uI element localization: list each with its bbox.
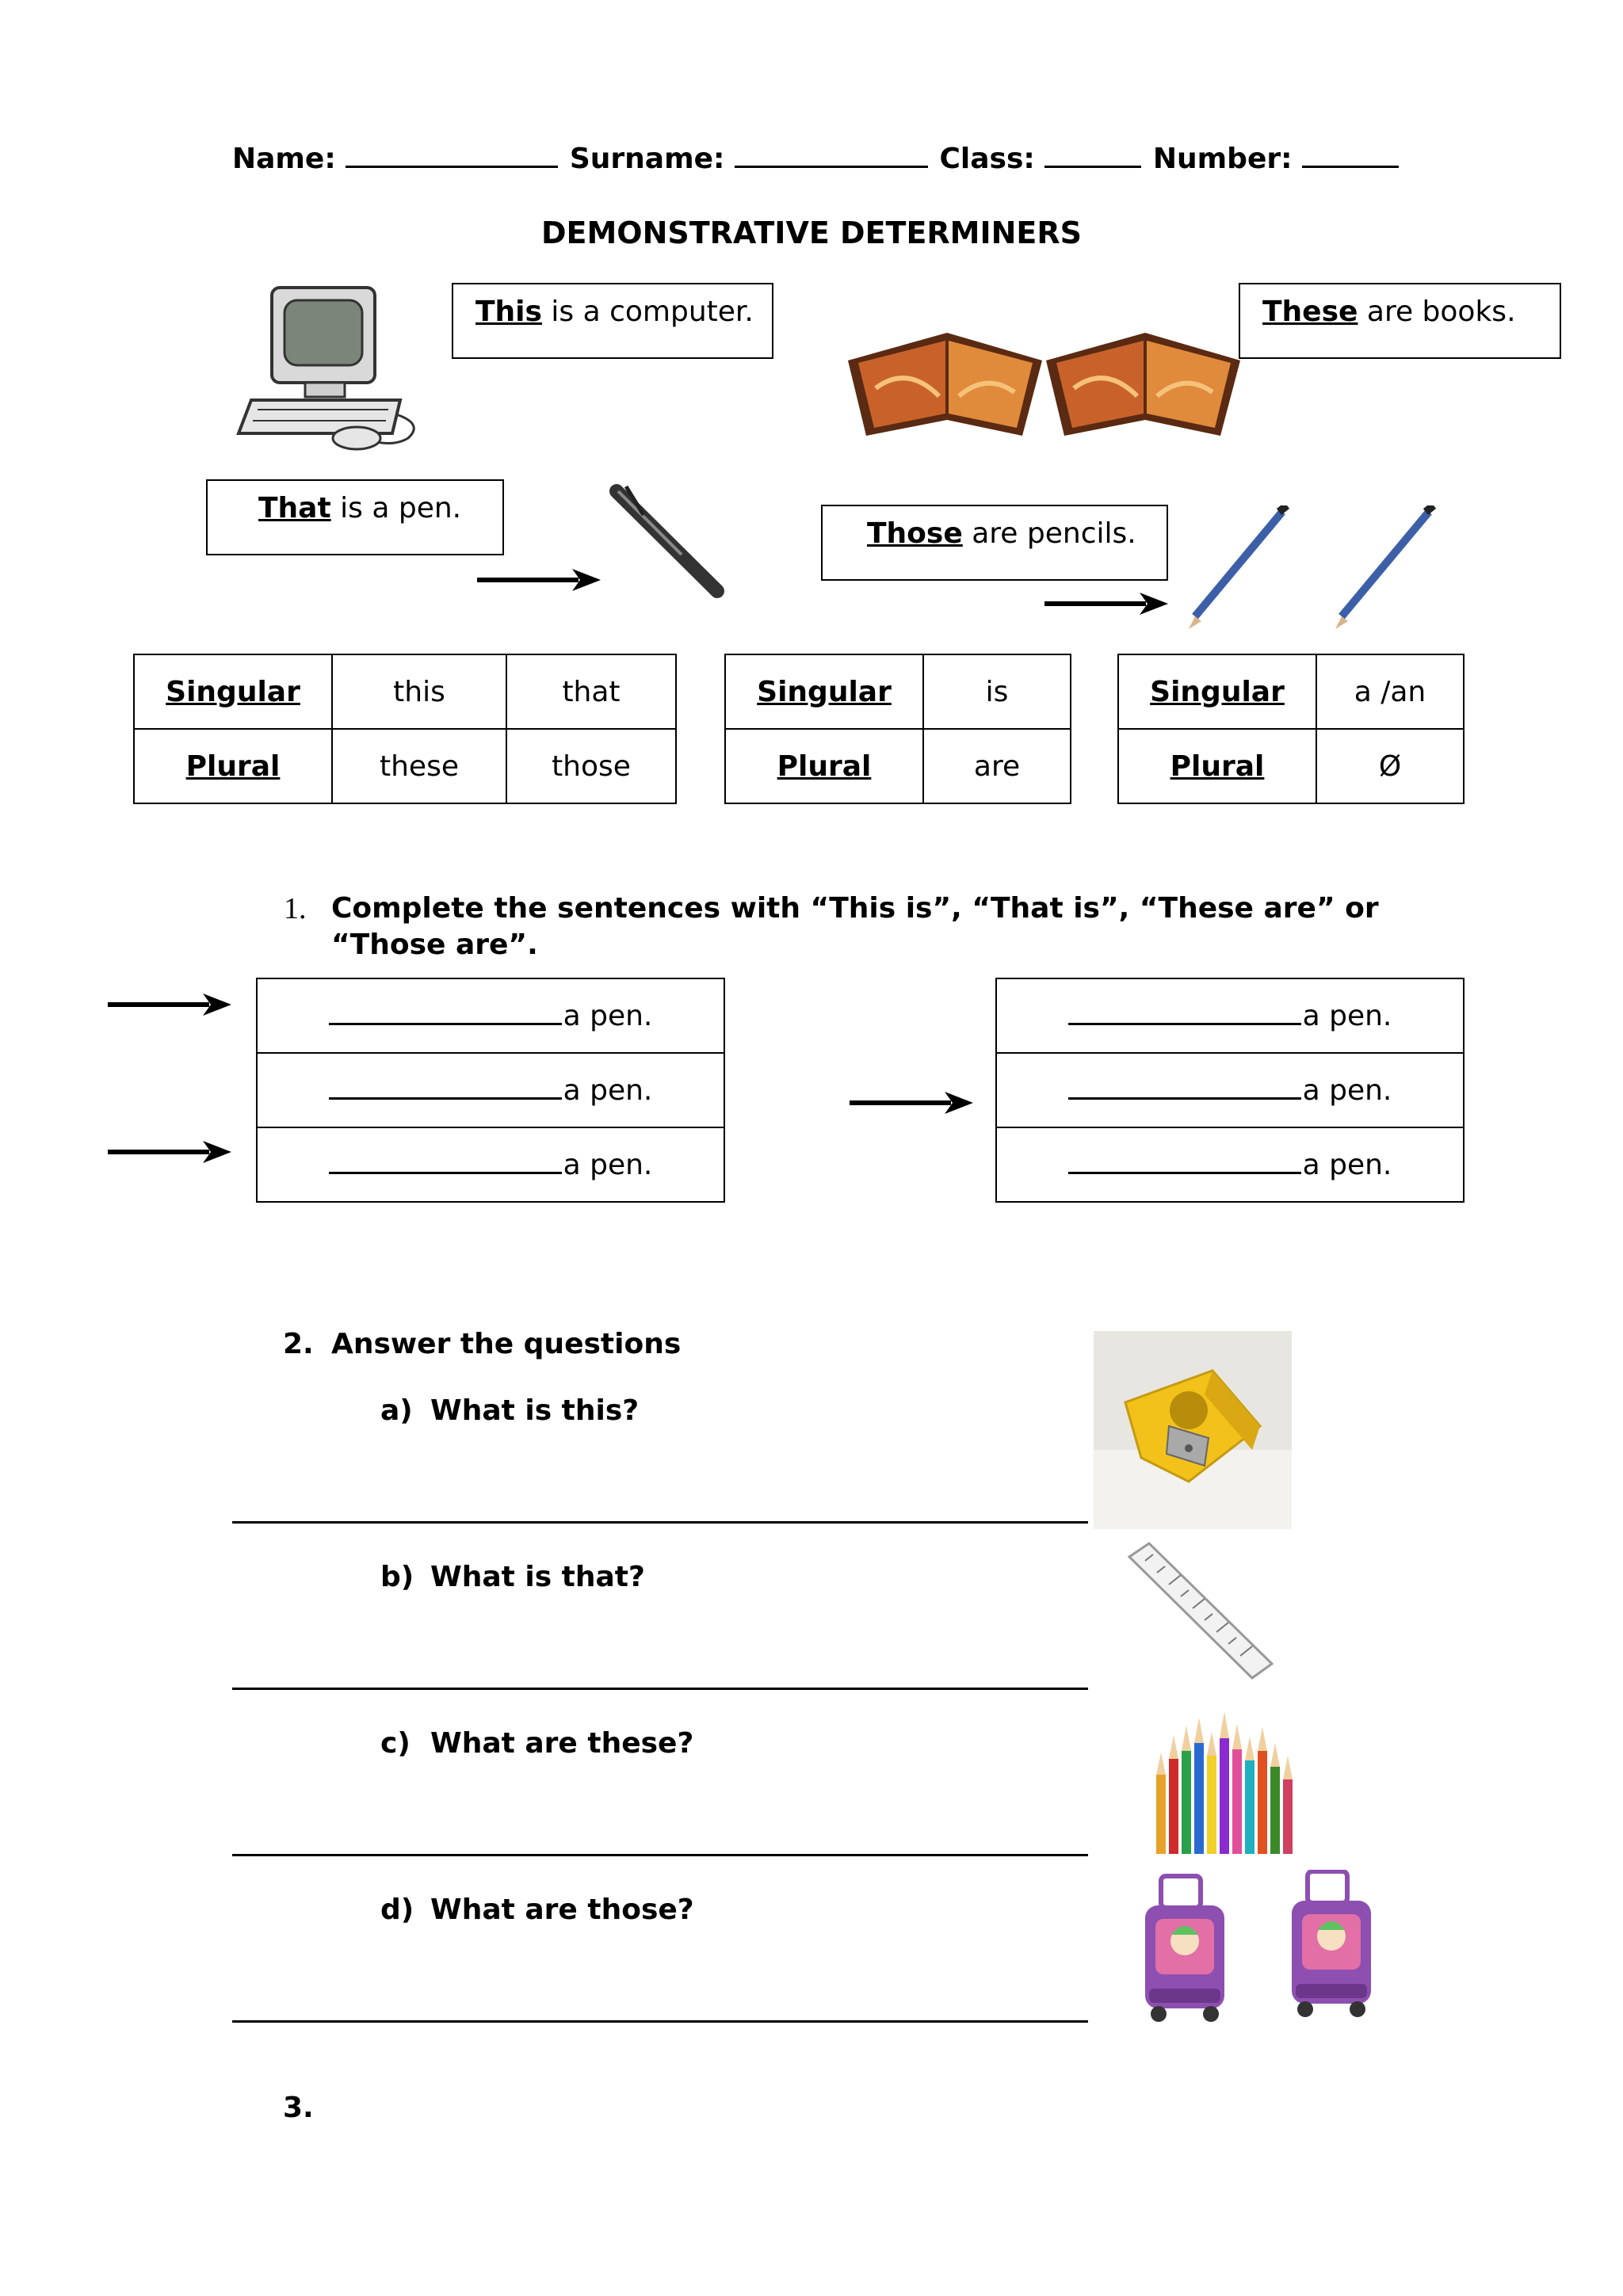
row-text: a pen. bbox=[563, 1074, 653, 1107]
answer-blank[interactable] bbox=[1068, 1171, 1301, 1174]
example-those-box bbox=[821, 505, 1168, 581]
pencils-icon bbox=[1171, 505, 1457, 632]
table-cell: Singular bbox=[1118, 654, 1316, 729]
exercise-1-number: 1. bbox=[284, 892, 307, 925]
surname-blank[interactable] bbox=[735, 165, 928, 168]
example-that-rest: is a pen. bbox=[330, 492, 462, 524]
table-row bbox=[1118, 654, 1464, 729]
table-cell: these bbox=[332, 729, 506, 803]
table-cell: are bbox=[923, 729, 1071, 803]
answer-line-d[interactable] bbox=[232, 2020, 1088, 2023]
articles-table bbox=[1117, 654, 1465, 804]
table-row bbox=[725, 729, 1071, 803]
computer-icon bbox=[234, 281, 432, 452]
answer-blank[interactable] bbox=[329, 1171, 562, 1174]
question-a-letter: a) bbox=[380, 1394, 413, 1427]
table-cell: Plural bbox=[725, 729, 923, 803]
exercise-2-heading: Answer the questions bbox=[331, 1328, 682, 1360]
arrow-right-icon bbox=[108, 989, 235, 1020]
answer-line-b[interactable] bbox=[232, 1688, 1088, 1690]
table-row bbox=[996, 1127, 1464, 1202]
example-those-word: Those bbox=[867, 517, 963, 550]
row-text: a pen. bbox=[1302, 1148, 1392, 1181]
question-d-text: What are those? bbox=[430, 1894, 694, 1926]
question-b-text: What is that? bbox=[430, 1561, 645, 1593]
arrow-right-icon bbox=[108, 1136, 235, 1168]
table-row bbox=[257, 1053, 724, 1127]
books-icon bbox=[844, 317, 1244, 448]
table-cell: Singular bbox=[725, 654, 923, 729]
row-text: a pen. bbox=[1302, 1074, 1392, 1107]
arrow-right-icon bbox=[1044, 588, 1171, 620]
pen-icon bbox=[602, 480, 729, 599]
table-cell: this bbox=[332, 654, 506, 729]
name-label: Name: bbox=[232, 143, 336, 175]
table-cell: those bbox=[506, 729, 676, 803]
exercise-3-number: 3. bbox=[283, 2092, 314, 2124]
answer-line-a[interactable] bbox=[232, 1521, 1088, 1524]
table-cell: is bbox=[923, 654, 1071, 729]
example-these-box bbox=[1239, 283, 1561, 359]
exercise-1-instruction-line1: Complete the sentences with “This is”, “That is”, “These are” or bbox=[331, 892, 1379, 925]
table-row bbox=[996, 978, 1464, 1053]
table-cell: that bbox=[506, 654, 676, 729]
example-those-rest: are pencils. bbox=[962, 517, 1136, 550]
table-row bbox=[1118, 729, 1464, 803]
number-label: Number: bbox=[1152, 143, 1293, 175]
class-label: Class: bbox=[939, 143, 1035, 175]
name-blank[interactable] bbox=[346, 165, 558, 168]
question-a-text: What is this? bbox=[430, 1394, 640, 1427]
example-this-rest: is a computer. bbox=[541, 296, 754, 328]
row-text: a pen. bbox=[563, 1148, 653, 1181]
table-row bbox=[257, 1127, 724, 1202]
school-bags-icon bbox=[1133, 1870, 1387, 2028]
question-b-letter: b) bbox=[380, 1561, 414, 1593]
answer-blank[interactable] bbox=[329, 1022, 562, 1025]
table-cell: a /an bbox=[1316, 654, 1464, 729]
verbs-table bbox=[724, 654, 1071, 804]
table-row bbox=[134, 729, 676, 803]
number-blank[interactable] bbox=[1302, 165, 1399, 168]
exercise-1-left-table bbox=[256, 978, 725, 1203]
colored-pencils-icon bbox=[1145, 1703, 1312, 1854]
question-c-letter: c) bbox=[380, 1727, 411, 1760]
class-blank[interactable] bbox=[1044, 165, 1141, 168]
question-d-letter: d) bbox=[380, 1894, 414, 1926]
table-cell: Plural bbox=[134, 729, 332, 803]
arrow-right-icon bbox=[850, 1087, 976, 1119]
ruler-icon bbox=[1121, 1537, 1280, 1688]
example-this-word: This bbox=[475, 296, 542, 328]
answer-line-c[interactable] bbox=[232, 1854, 1088, 1856]
question-c-text: What are these? bbox=[430, 1727, 694, 1760]
exercise-2-number: 2. bbox=[283, 1328, 314, 1360]
exercise-1-instruction-line2: “Those are”. bbox=[331, 929, 538, 961]
table-row bbox=[996, 1053, 1464, 1127]
table-row bbox=[134, 654, 676, 729]
table-row bbox=[725, 654, 1071, 729]
arrow-right-icon bbox=[477, 564, 604, 596]
table-cell: Plural bbox=[1118, 729, 1316, 803]
table-cell: Ø bbox=[1316, 729, 1464, 803]
student-info-row bbox=[232, 143, 1400, 175]
answer-blank[interactable] bbox=[329, 1097, 562, 1100]
example-that-word: That bbox=[258, 492, 331, 524]
answer-blank[interactable] bbox=[1068, 1097, 1301, 1100]
example-these-word: These bbox=[1262, 296, 1358, 328]
table-row bbox=[257, 978, 724, 1053]
example-these-rest: are books. bbox=[1358, 296, 1516, 328]
answer-blank[interactable] bbox=[1068, 1022, 1301, 1025]
determiners-table bbox=[133, 654, 677, 804]
example-that-box bbox=[206, 479, 504, 555]
surname-label: Surname: bbox=[569, 143, 725, 175]
example-this-box bbox=[452, 283, 773, 359]
sharpener-icon bbox=[1094, 1331, 1292, 1529]
page-title: DEMONSTRATIVE DETERMINERS bbox=[540, 215, 1083, 250]
table-cell: Singular bbox=[134, 654, 332, 729]
row-text: a pen. bbox=[1302, 999, 1392, 1032]
exercise-1-right-table bbox=[995, 978, 1465, 1203]
row-text: a pen. bbox=[563, 999, 653, 1032]
